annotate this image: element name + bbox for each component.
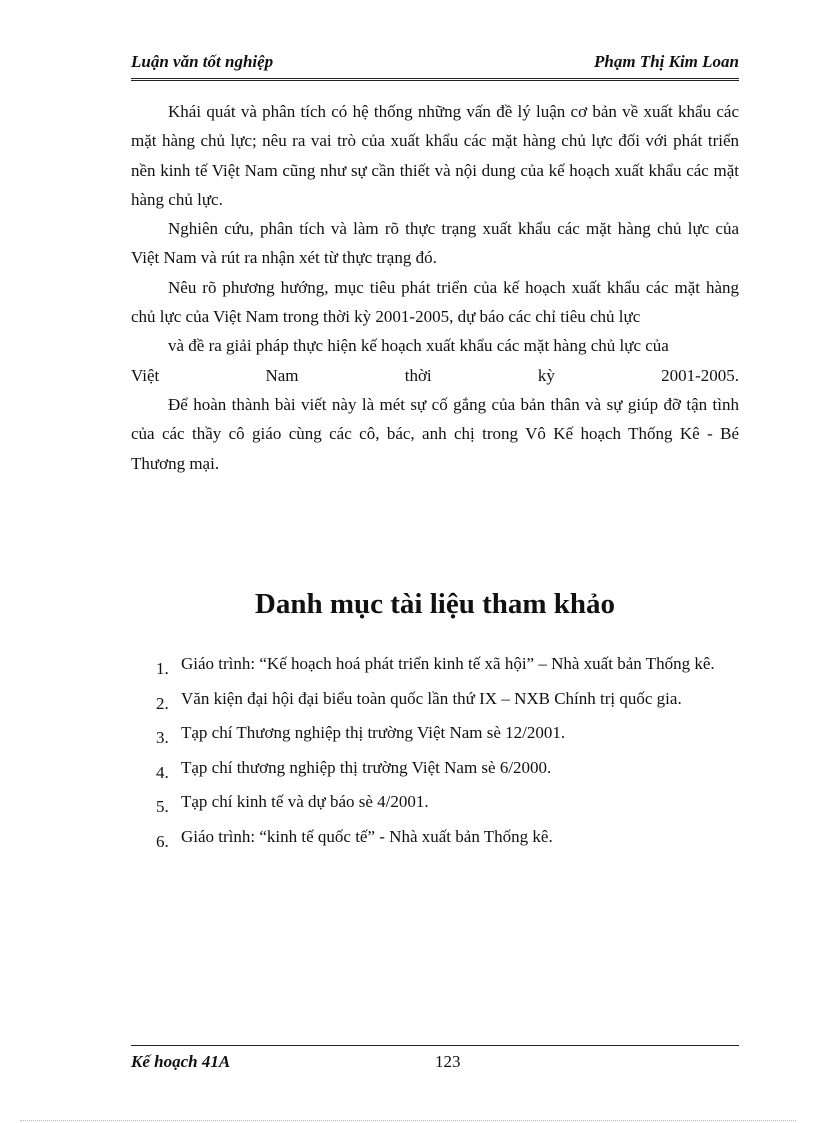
page-edge-divider: [20, 1120, 796, 1122]
list-item-text: Văn kiện đại hội đại biểu toàn quốc lần thứ IX – NXB Chính trị quốc gia.: [181, 688, 682, 708]
page-number: 123: [435, 1052, 461, 1071]
header-thesis-label: Luận văn tốt nghiệp: [131, 52, 274, 71]
footer-class-label: Kế hoạch 41A: [131, 1052, 231, 1071]
list-item-text: Tạp chí kinh tế và dự báo sè 4/2001.: [181, 792, 429, 811]
list-item: [131, 785, 739, 820]
page-header: [131, 52, 739, 81]
list-item-text: Giáo trình: “Kế hoạch hoá phát triển kinh tế xã hội” – Nhà xuất bản Thống kê.: [181, 654, 715, 673]
list-item: [131, 647, 739, 682]
references-list: [131, 647, 739, 854]
list-item-number: 2.: [156, 693, 169, 713]
paragraph: Nêu rõ phương hướng, mục tiêu phát triển của kế hoạch xuất khẩu các mặt hàng chủ lực của Việt Nam trong thời kỳ 2001-2005, dự báo các chỉ tiêu chủ lực: [131, 277, 739, 327]
list-item-text: Tạp chí Thương nghiệp thị trường Việt Nam sè 12/2001.: [181, 723, 566, 742]
references-title: Danh mục tài liệu tham khảo: [254, 588, 616, 620]
list-item-number: 5.: [156, 797, 169, 816]
list-item: [131, 716, 739, 751]
list-item-number: 1.: [156, 659, 169, 678]
list-item-text: Tạp chí thương nghiệp thị trường Việt Nam sè 6/2000.: [181, 757, 552, 777]
paragraph: Để hoàn thành bài viết này là mét sự cố gắng của bản thân và sự giúp đỡ tận tình của các thầy cô giáo cùng các cô, bác, anh chị trong Vô Kế hoạch Thống Kê - Bé Thương mại.: [131, 394, 739, 473]
paragraph: Nghiên cứu, phân tích và làm rõ thực trạng xuất khẩu các mặt hàng chủ lực của Việt Nam và rút ra nhận xét từ thực trạng đó.: [131, 219, 739, 268]
list-item: [131, 682, 739, 717]
paragraph: và đề ra giải pháp thực hiện kế hoạch xuất khẩu các mặt hàng chủ lực của: [168, 336, 669, 356]
paragraph: Khái quát và phân tích có hệ thống những vấn đề lý luận cơ bản về xuất khẩu các mặt hàng chủ lực; nêu ra vai trò của xuất khẩu các mặt hàng chủ lực đối với phát triển nền kinh tế Việt Nam cũng như sự cần thiết và nội dung của kế hoạch xuất khẩu các mặt hàng chủ lực.: [131, 102, 739, 209]
paragraph: Việt Nam thời kỳ 2001-2005.: [131, 365, 739, 385]
body-text: [131, 97, 739, 478]
list-item-text: Giáo trình: “kinh tế quốc tế” - Nhà xuất bản Thống kê.: [181, 826, 553, 846]
list-item: [131, 751, 739, 786]
list-item-number: 6.: [156, 831, 169, 851]
list-item-number: 3.: [156, 728, 169, 747]
page-footer: [131, 1045, 739, 1076]
list-item-number: 4.: [156, 762, 169, 782]
header-author-name: Phạm Thị Kim Loan: [594, 52, 739, 71]
list-item: [131, 820, 739, 855]
